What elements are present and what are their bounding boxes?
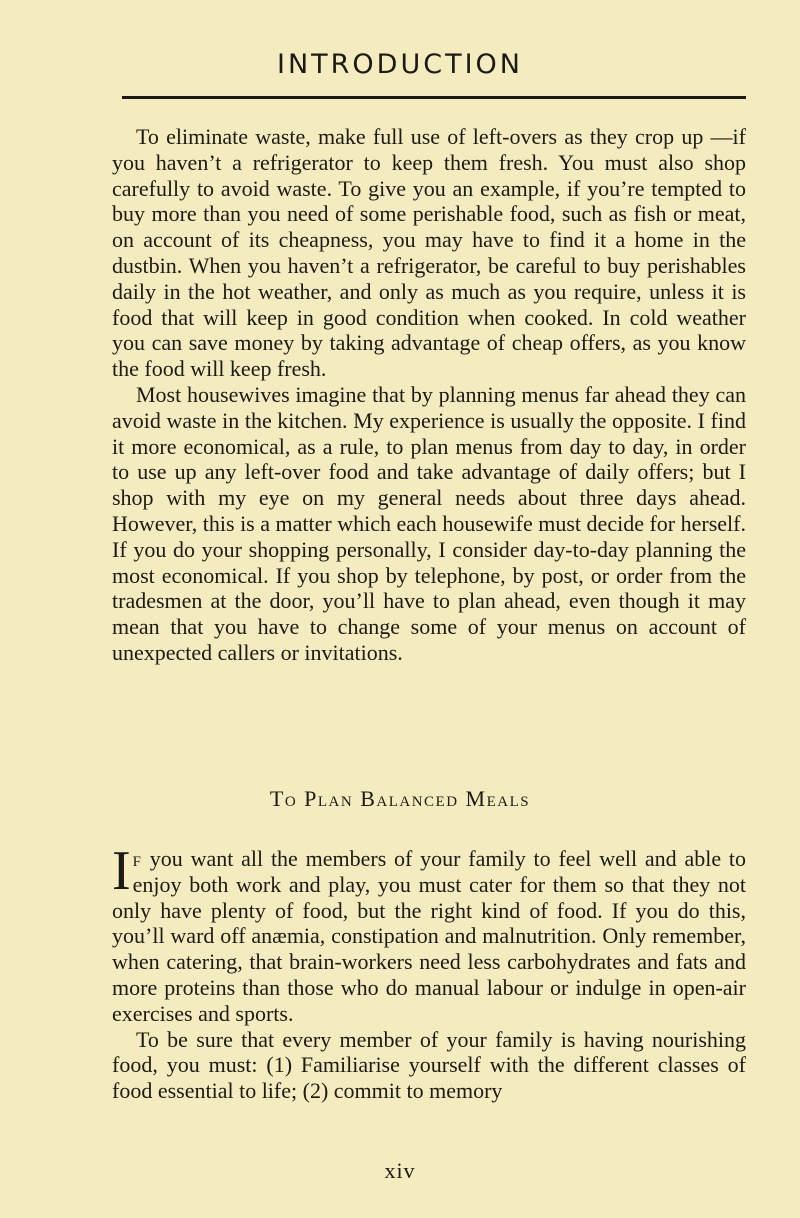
body-text-section-two <box>112 840 746 1104</box>
lead-in: f <box>132 846 142 871</box>
drop-cap: I <box>112 840 131 902</box>
paragraph-planning: Most housewives imagine that by planning menus far ahead they can avoid waste in the kitchen. My experience is usually the opposite. I find it more economical, as a rule, to plan menus from day to day, in order to use up any left-over food and take advantage of daily offers; but I shop with my eye on my general needs about three days ahead. However, this is a matter which each housewife must decide for herself. If you do your shopping personally, I consider day-to-day planning the most economical. If you shop by telephone, by post, or order from the tradesmen at the door, you’ll have to plan ahead, even though it may mean that you have to change some of your menus on account of unexpected callers or invitations. <box>112 381 746 665</box>
body-text-section-one <box>112 124 746 666</box>
paragraph-nourishing-food: To be sure that every member of your family is having nourishing food, you must: (1) Familiarise yourself with the different classes of food essential to life; (2) commit to memory <box>112 1026 746 1104</box>
paragraph-waste: To eliminate waste, make full use of left-overs as they crop up —if you haven’t a refrigerator to keep them fresh. You must also shop carefully to avoid waste. To give you an example, if you’re tempted to buy more than you need of some perishable food, such as fish or meat, on account of its cheapness, you may have to find it a home in the dustbin. When you haven’t a refrigerator, be careful to buy perishables daily in the hot weather, and only as much as you require, unless it is food that will keep in good condition when cooked. In cold weather you can save money by taking advantage of cheap offers, as you know the food will keep fresh. <box>112 124 746 382</box>
header-rule <box>122 96 746 99</box>
paragraph-balanced-meals <box>112 840 746 1027</box>
paragraph-balanced-meals-text: you want all the members of your family to feel well and able to enjoy both work and play, you must cater for them so that they not only have plenty of food, but the right kind of food. If you do this, you’ll ward off anæmia, constipation and malnutrition. Only remember, when catering, that brain-workers need less carbohydrates and fats and more proteins than those who do manual labour or indulge in open-air exercises and sports. <box>112 846 746 1026</box>
section-heading: To Plan Balanced Meals <box>269 786 531 811</box>
running-head: INTRODUCTION <box>277 49 523 80</box>
page-number: xiv <box>384 1158 416 1183</box>
